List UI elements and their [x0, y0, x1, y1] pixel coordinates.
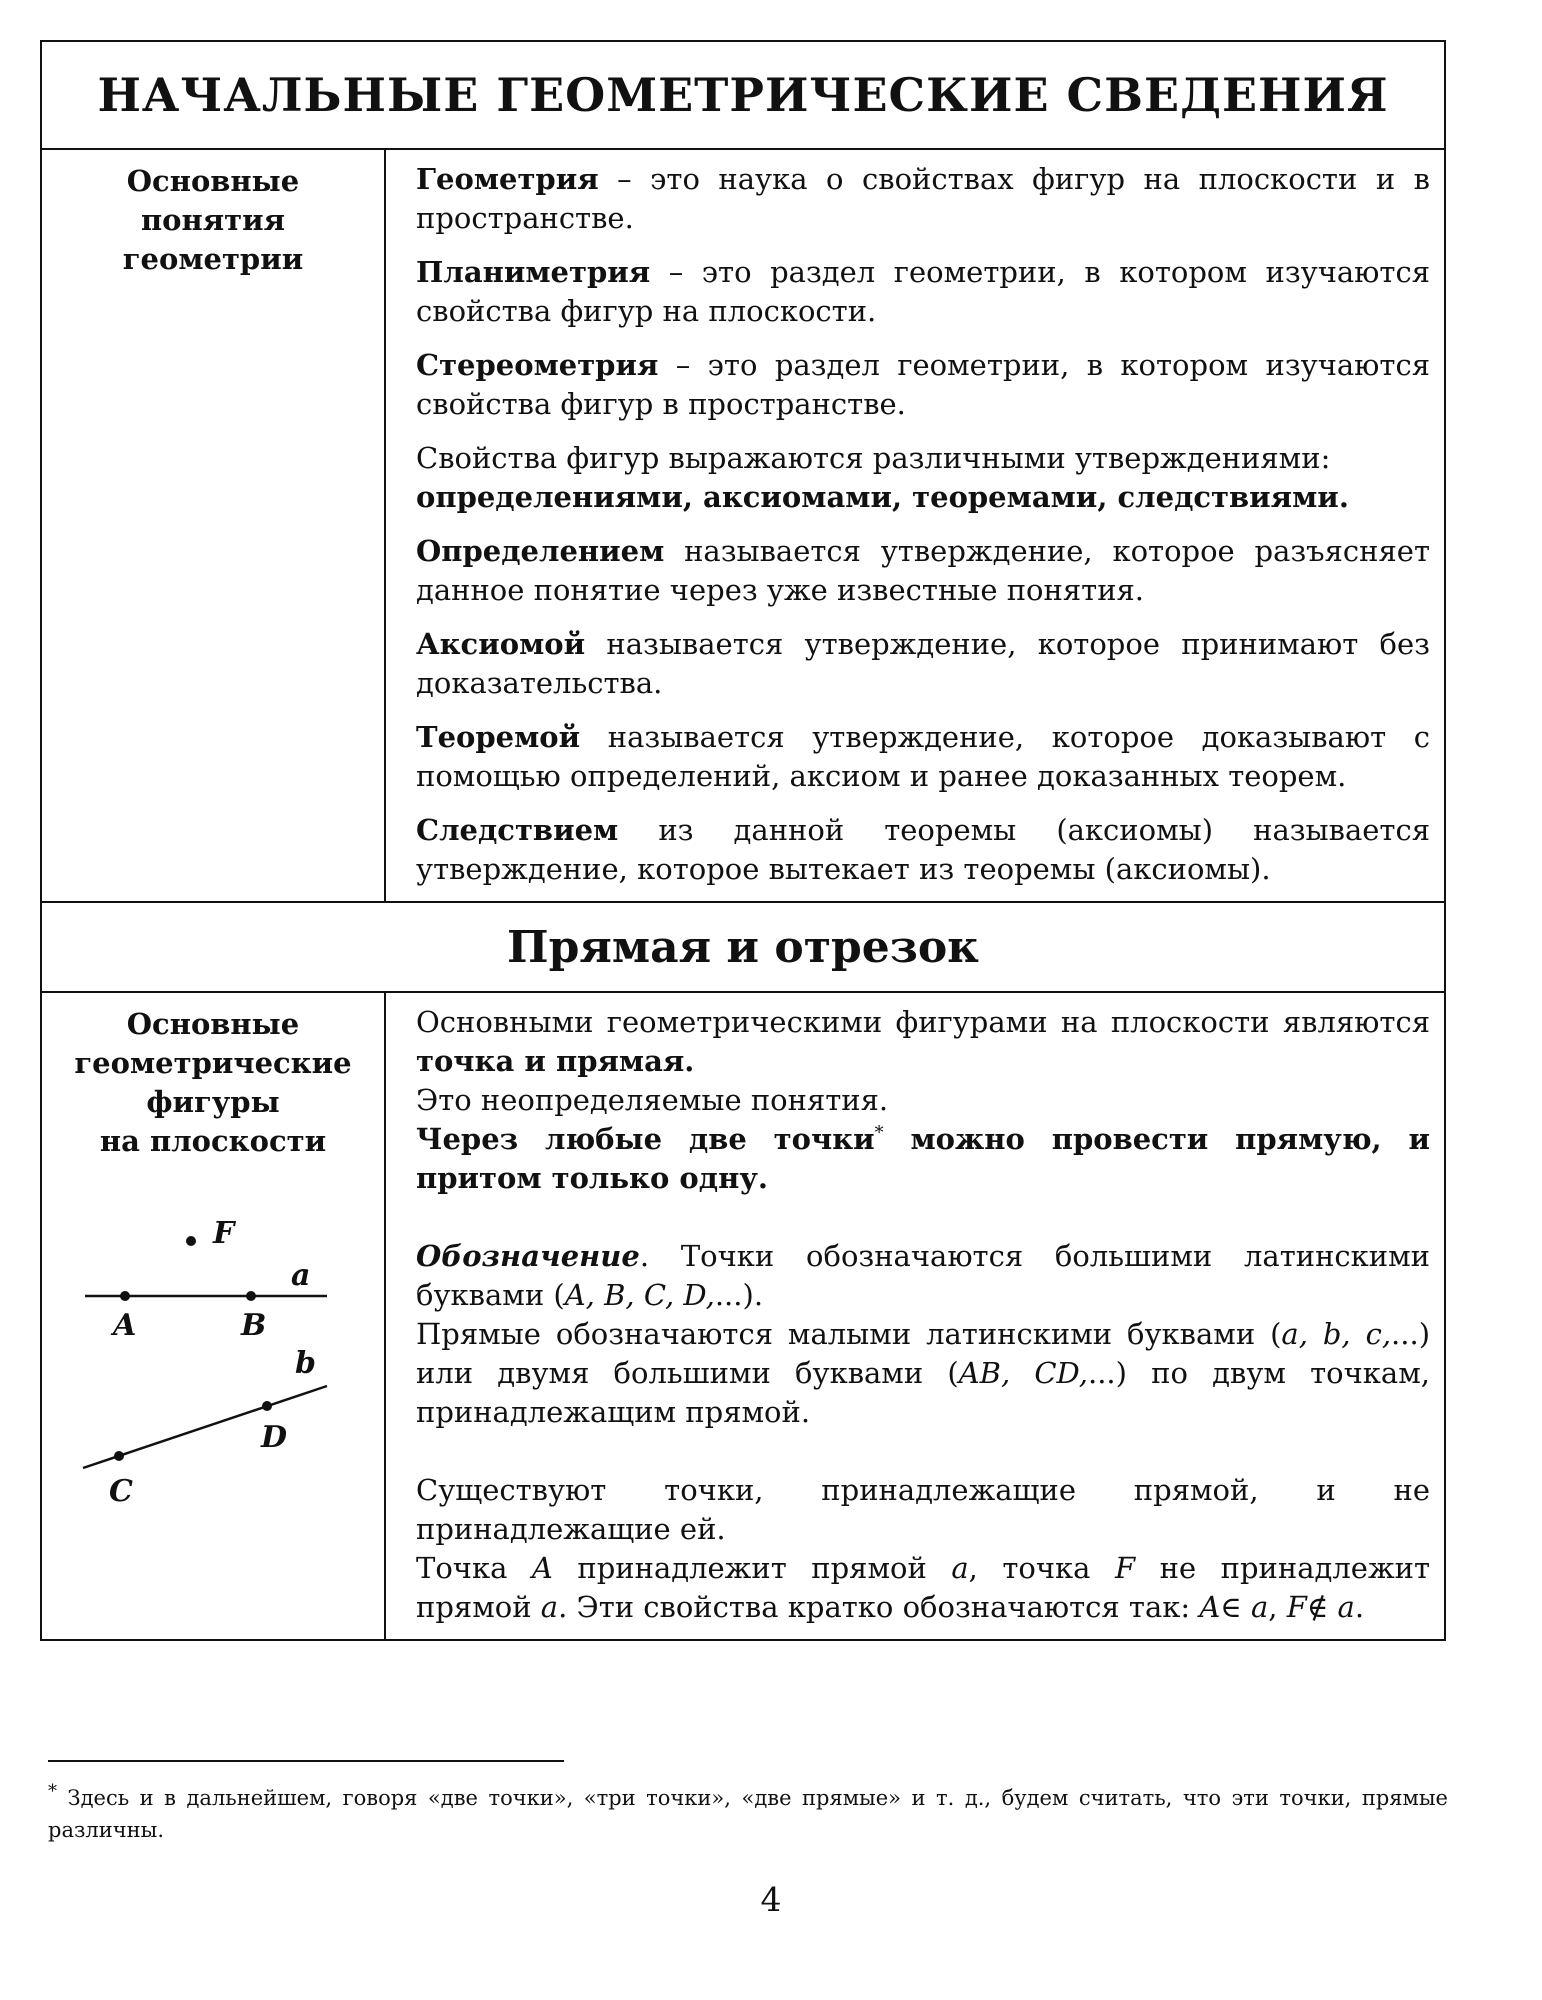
- page: [40, 40, 1444, 1641]
- notation-label: Обозначение: [416, 1239, 640, 1273]
- paragraph-geometry: [416, 160, 1430, 238]
- term: Теоремой: [416, 720, 581, 754]
- body-text: принадлежит прямой: [552, 1551, 952, 1585]
- paragraph-statements: [416, 439, 1430, 517]
- row-heading-basic-concepts: [41, 149, 385, 902]
- definitions-cell: [385, 149, 1445, 902]
- paragraph-lines-notation: [416, 1315, 1430, 1432]
- definition-text: – это раздел геометрии, в котором изучаются свойства фигур в пространстве.: [416, 348, 1430, 421]
- definition-text: – это раздел геометрии, в котором изучаются свойства фигур на плоскости.: [416, 255, 1430, 328]
- summary-table: [40, 40, 1446, 1641]
- point-d: [262, 1401, 272, 1411]
- heading-line: геометрии: [122, 242, 304, 276]
- body-text: ...).: [714, 1278, 764, 1312]
- term: Следствием: [416, 813, 619, 847]
- term: Определением: [416, 534, 665, 568]
- definition-text: называется утверждение, которое доказывают с помощью определений, аксиом и ранее доказанных теорем.: [416, 720, 1430, 793]
- body-text: Прямые обозначаются малыми латинскими буквами (: [416, 1317, 1282, 1351]
- paragraph-basic-figures: [416, 1003, 1430, 1081]
- term: Через любые две точки: [416, 1122, 875, 1156]
- heading-line: фигуры: [146, 1085, 280, 1119]
- body-text: Точка: [416, 1551, 532, 1585]
- math-expression: F∉ a: [1286, 1590, 1355, 1624]
- term: определениями, аксиомами, теоремами, следствиями: [416, 480, 1339, 514]
- body-text: Основными геометрическими фигурами на плоскости являются: [416, 1005, 1430, 1039]
- math-letter: a: [540, 1590, 559, 1624]
- point-b: [246, 1291, 256, 1301]
- table-row: [41, 149, 1445, 902]
- label-a: A: [113, 1308, 137, 1343]
- term: Геометрия: [416, 162, 599, 196]
- definition-text: называется утверждение, которое разъясняет данное понятие через уже известные понятия.: [416, 534, 1430, 607]
- body-text: ...) или двумя большими буквами (: [416, 1317, 1431, 1390]
- heading-line: Основные: [126, 164, 300, 198]
- point-f: [186, 1236, 196, 1246]
- body-text: ...) по двум точкам, принадлежащим прямой.: [416, 1356, 1430, 1429]
- term: Стереометрия: [416, 348, 659, 382]
- paragraph-planimetry: [416, 253, 1430, 331]
- definition-text: из данной теоремы (аксиомы) называется утверждение, которое вытекает из теоремы (аксиомы).: [416, 813, 1430, 886]
- math-letter: A: [531, 1551, 553, 1585]
- point-a: [120, 1291, 130, 1301]
- body-text: не принадлежит прямой: [416, 1551, 1430, 1624]
- paragraph-definition: [416, 532, 1430, 610]
- row-heading-basic-figures: [41, 992, 385, 1640]
- figures-cell: [385, 992, 1445, 1640]
- label-d: D: [261, 1420, 288, 1455]
- math-expression: A∈ a: [1199, 1590, 1269, 1624]
- heading-line: на плоскости: [99, 1124, 327, 1158]
- footnote-marker: *: [48, 1781, 57, 1802]
- label-line-b: b: [295, 1346, 316, 1381]
- heading-line: геометрические: [74, 1046, 352, 1080]
- term: Аксиомой: [416, 627, 586, 661]
- paragraph-notation: [416, 1237, 1430, 1315]
- body-text: , точка: [968, 1551, 1115, 1585]
- definition-text: – это наука о свойствах фигур на плоскости и в пространстве.: [416, 162, 1430, 235]
- point-c: [114, 1451, 124, 1461]
- body-text: Существуют точки, принадлежащие прямой, и не принадлежащие ей.: [416, 1473, 1430, 1546]
- body-text: Это неопределяемые понятия.: [416, 1083, 889, 1117]
- heading-line: Основные: [126, 1007, 300, 1041]
- definition-text: Свойства фигур выражаются различными утверждениями:: [416, 441, 1331, 475]
- page-title: НАЧАЛЬНЫЕ ГЕОМЕТРИЧЕСКИЕ СВЕДЕНИЯ: [41, 41, 1445, 149]
- math-letters: AB, CD,: [958, 1356, 1088, 1390]
- punctuation: .: [1338, 480, 1349, 514]
- paragraph-membership: [416, 1549, 1430, 1627]
- term: можно провести прямую, и притом только одну.: [416, 1122, 1430, 1195]
- footnote-divider: [48, 1760, 564, 1762]
- term: точка и прямая.: [416, 1044, 695, 1078]
- math-letters: A, B, C, D,: [564, 1278, 715, 1312]
- body-text: . Точки обозначаются большими латинскими буквами (: [416, 1239, 1430, 1312]
- paragraph-two-points: [416, 1120, 1430, 1198]
- label-f: F: [213, 1221, 235, 1251]
- body-text: . Эти свойства кратко обозначаются так:: [558, 1590, 1200, 1624]
- paragraph-corollary: [416, 811, 1430, 889]
- math-letters: a, b, c,: [1281, 1317, 1392, 1351]
- label-b: B: [241, 1308, 267, 1343]
- page-number: 4: [760, 1880, 782, 1919]
- paragraph-axiom: [416, 625, 1430, 703]
- body-text: ,: [1268, 1590, 1287, 1624]
- body-text: .: [1354, 1590, 1365, 1624]
- footnote: [48, 1782, 1448, 1846]
- section-title: Прямая и отрезок: [41, 902, 1445, 992]
- definition-text: называется утверждение, которое принимают без доказательства.: [416, 627, 1430, 700]
- spacer: [416, 1432, 1430, 1471]
- spacer: [416, 1198, 1430, 1237]
- math-letter: F: [1115, 1551, 1136, 1585]
- label-c: C: [109, 1474, 133, 1509]
- paragraph-theorem: [416, 718, 1430, 796]
- term: Планиметрия: [416, 255, 651, 289]
- heading-line: понятия: [140, 203, 286, 237]
- footnote-marker: *: [874, 1122, 884, 1144]
- points-and-lines-figure: [63, 1221, 363, 1531]
- footnote-text: Здесь и в дальнейшем, говоря «две точки», «три точки», «две прямые» и т. д., будем считать, что эти точки, прямые различны.: [48, 1786, 1448, 1842]
- paragraph-stereometry: [416, 346, 1430, 424]
- table-row: [41, 992, 1445, 1640]
- math-letter: a: [951, 1551, 969, 1585]
- label-line-a: a: [291, 1258, 311, 1293]
